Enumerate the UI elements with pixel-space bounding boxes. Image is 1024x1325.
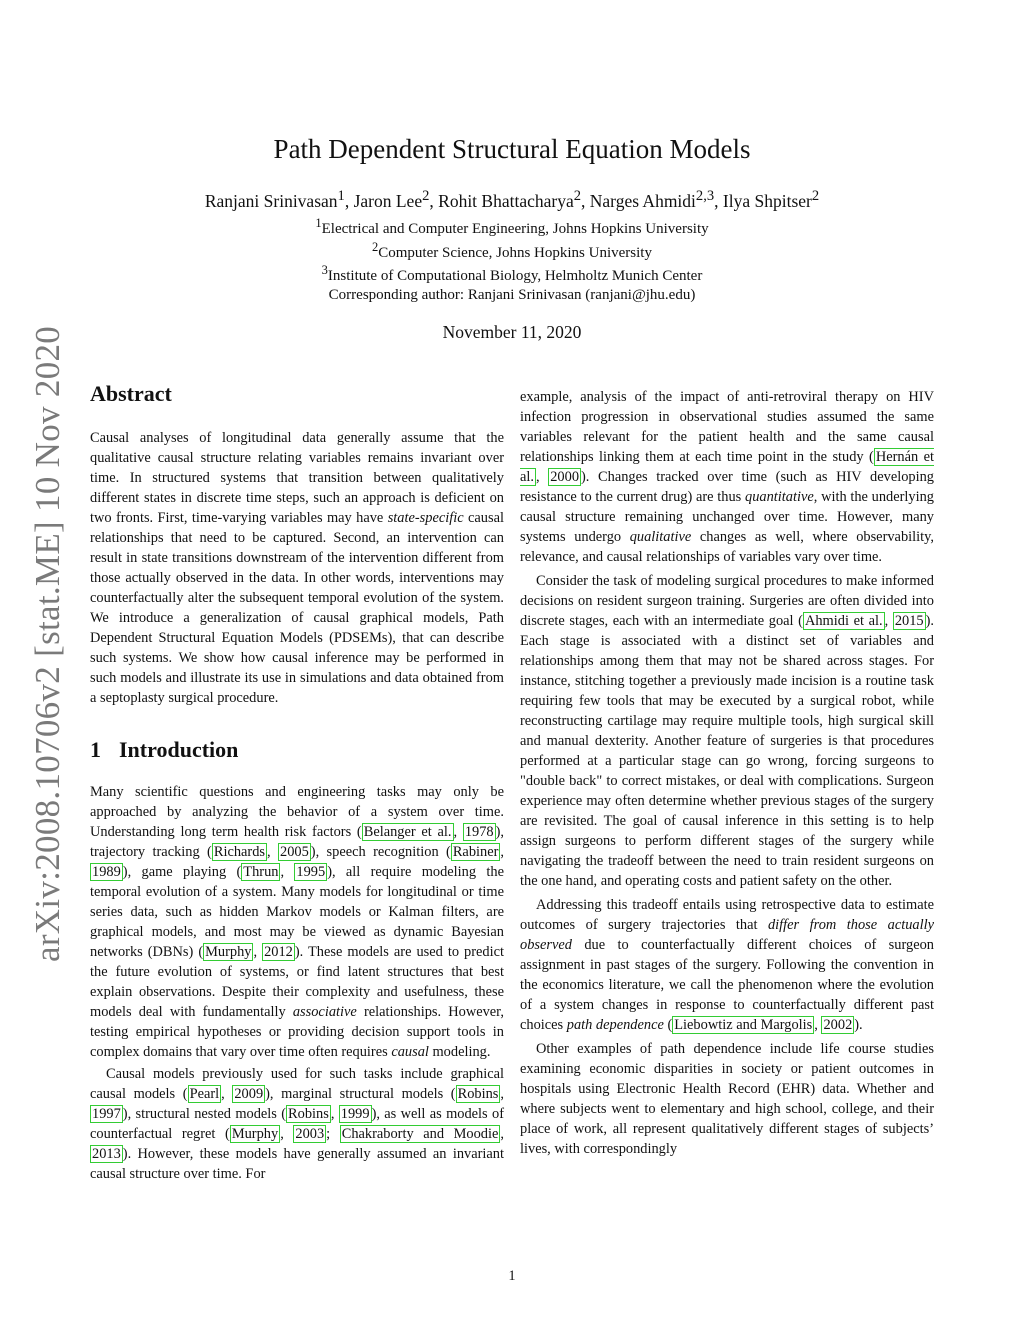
publication-date: November 11, 2020 [442,322,582,342]
citation-link[interactable]: Murphy [231,1126,279,1142]
citation-link[interactable]: Chakraborty and Moodie [341,1126,499,1142]
citation-link[interactable]: Robins [457,1086,499,1102]
citation-link[interactable]: Ahmidi et al. [804,613,883,629]
right-paragraph-2: Consider the task of modeling surgical procedures to make informed decisions on resident surgeon training. Surgeries are often divided into discrete stages, each with an intermediate goal ( Ahmidi et al. , 2015 ). Each stage is associated with a distinct set of variables and relationships among them that may not be shared across stages. For instance, stitching together a previously made incision is a routine task requiring few tools that may be executed by a surgical robot, while reconstructing cartilage may require multiple tools, high surgical skill and manual dexterity. Another feature of surgeries is that procedures performed at a particular stage can go wrong, forcing surgeons to "double back" to correct mistakes, or deal with complications. Surgeon experience may often determine whether previous stages of the surgery are revisited. The goal of causal inference in this setting is to help assign surgeons to perform different stages of the surgery while navigating the tradeoff between the need to train resident surgeons on the one hand, and operating costs and patient safety on the other. [520,573,934,889]
affiliation-text: Electrical and Computer Engineering, Johns Hopkins University [321,221,709,237]
citation-link[interactable]: Robins [288,1106,329,1122]
author-list: Ranjani Srinivasan$^1$, Jaron Lee$^2$, Rohit Bhattacharya$^2$, Narges Ahmidi$^{2,3}$, Ilya Shpitser$^2$ [204,188,820,211]
abstract-text: Causal analyses of longitudinal data generally assume that the qualitative causal structure relating variables remains invariant over time. In structured systems that transition between qualitatively different states in discrete time steps, such an approach is deficient on two fronts. First, time-varying variables may have state-specific causal relationships that need to be captured. Second, an intervention can result in state transitions downstream of the intervention different from those actually observed in the data. In other words, interventions may counterfactually alter the subsequent temporal evolution of the system. We introduce a generalization of causal graphical models, Path Dependent Structural Equation Models (PDSEMs), that can describe such systems. We show how causal inference may be performed in such models and illustrate its use in simulations and data obtained from a septoplasty surgical procedure. [90,430,504,706]
citation-link[interactable]: Hernán et al. [520,449,934,485]
affil-marker: 2,3 [695,188,715,204]
citation-link[interactable]: 2015 [894,613,924,629]
affil-marker: 1 [337,188,345,204]
intro-paragraph-2: Causal models previously used for such tasks include graphical causal models ( Pearl , 2009 ), marginal structural models ( Robins , 1997 ), structural nested models ( Robins , 1999 ), as well as models of counterfactual regret ( Murphy , 2003 ; Chakraborty and Moodie , 2013 ). However, these models have generally assumed an invariant causal structure over time. For [90,1066,505,1182]
affil-marker: 2 [573,188,582,204]
affiliation-text: Institute of Computational Biology, Helmholtz Munich Center [327,268,703,284]
author-name[interactable]: Ilya Shpitser [722,190,812,211]
corresponding-author: Corresponding author: Ranjani Srinivasan (ranjani@jhu.edu) [328,287,696,303]
affiliation-1 [0,216,1024,238]
affil-marker: 3 [321,263,328,277]
affiliation-2 [0,240,1024,262]
affil-marker: 2 [372,240,379,254]
citation-link[interactable]: 1997 [92,1106,121,1122]
right-paragraph-1: example, analysis of the impact of anti-retroviral therapy on HIV infection progression in observational studies assumed the same variables relevant for the patient health and the same causal relationships linking them at each time point in the study ( Hernán et al. , 2000 ). Changes tracked over time (such as HIV developing resistance to the current drug) are thus quantitative, with the underlying causal structure remaining unchanged over time. However, many systems undergo qualitative changes as well, where observability, relevance, and causal relationships of variables vary over time. [520,389,935,565]
citation-link[interactable]: 2012 [264,944,293,960]
abstract-heading: Abstract [90,381,172,406]
left-column [90,380,504,1184]
paper-title: Path Dependent Structural Equation Models [273,134,751,164]
intro-paragraph-1: Many scientific questions and engineering tasks may only be approached by analyzing the behavior of a system over time. Understanding long term health risk factors ( Belanger et al. , 1978 ), trajectory tracking ( Richards , 2005 ), speech recognition ( Rabiner , 1989 ), game playing ( Thrun , 1995 ), all require modeling the temporal evolution of a system. Many models for longitudinal or time series data, such as hidden Markov models or Kalman filters, are graphical models, and most may be viewed as dynamic Bayesian networks (DBNs) ( Murphy , 2012 ). These models are used to predict the future evolution of systems, or find latent structures that best explain observations. Despite their complexity and usefulness, these models deal with fundamentally associative relationships. However, testing empirical hypotheses or providing decision support tools in complex domains that vary over time often requires causal modeling. [90,784,504,1060]
citation-link[interactable]: 2000 [550,469,580,485]
citation-link[interactable]: 2002 [823,1017,853,1033]
author-name[interactable]: Narges Ahmidi [589,190,696,211]
page-number: 1 [508,1268,516,1284]
citation-link[interactable]: 1989 [92,864,121,880]
citation-link[interactable]: Pearl [189,1086,220,1102]
citation-link[interactable]: Richards [213,844,266,860]
citation-link[interactable]: Rabiner [452,844,499,860]
citation-link[interactable]: 2003 [295,1126,325,1142]
author-name[interactable]: Rohit Bhattacharya [438,190,574,211]
affil-marker: 1 [315,216,322,230]
right-column [520,387,934,1159]
citation-link[interactable]: 2013 [92,1146,121,1162]
affil-marker: 2 [811,188,820,204]
citation-link[interactable]: Belanger et al. [363,824,452,840]
citation-link[interactable]: 1978 [464,824,494,840]
affiliation-3 [0,263,1024,285]
author-name[interactable]: Jaron Lee [353,190,423,211]
affiliation-text: Computer Science, Johns Hopkins University [378,245,652,261]
affil-marker: 2 [422,188,430,204]
section-number: 1 [90,737,101,762]
citation-link[interactable]: Murphy [205,944,252,960]
section-title: Introduction [119,737,239,762]
citation-link[interactable]: Liebowtiz and Margolis [674,1017,813,1033]
citation-link[interactable]: 2005 [280,844,309,860]
right-paragraph-4: Other examples of path dependence include life course studies examining economic disparities in society or patient outcomes in hospitals using Electronic Health Record (EHR) data. Whether and where subjects went to elementary and high school, college, and their place of work, all represent qualitatively different stages of subjects’ lives, with correspondingly [520,1041,934,1157]
citation-link[interactable]: 2009 [234,1086,264,1102]
right-paragraph-3: Addressing this tradeoff entails using retrospective data to estimate outcomes of surgery trajectories that differ from those actually observed due to counterfactually different choices of surgeon assignment in past stages of the surgery. Following the convention in the economics literature, we call the phenomenon where the evolution of a system changes in response to counterfactually different past choices path dependence ( Liebowtiz and Margolis , 2002 ). [520,897,935,1033]
author-name[interactable]: Ranjani Srinivasan [204,190,338,211]
arxiv-identifier: arXiv:2008.10706v2 [stat.ME] 10 Nov 2020 [28,325,67,962]
citation-link[interactable]: Thrun [243,864,279,880]
section-heading-introduction [90,736,504,764]
citation-link[interactable]: 1995 [296,864,326,880]
citation-link[interactable]: 1999 [340,1106,370,1122]
